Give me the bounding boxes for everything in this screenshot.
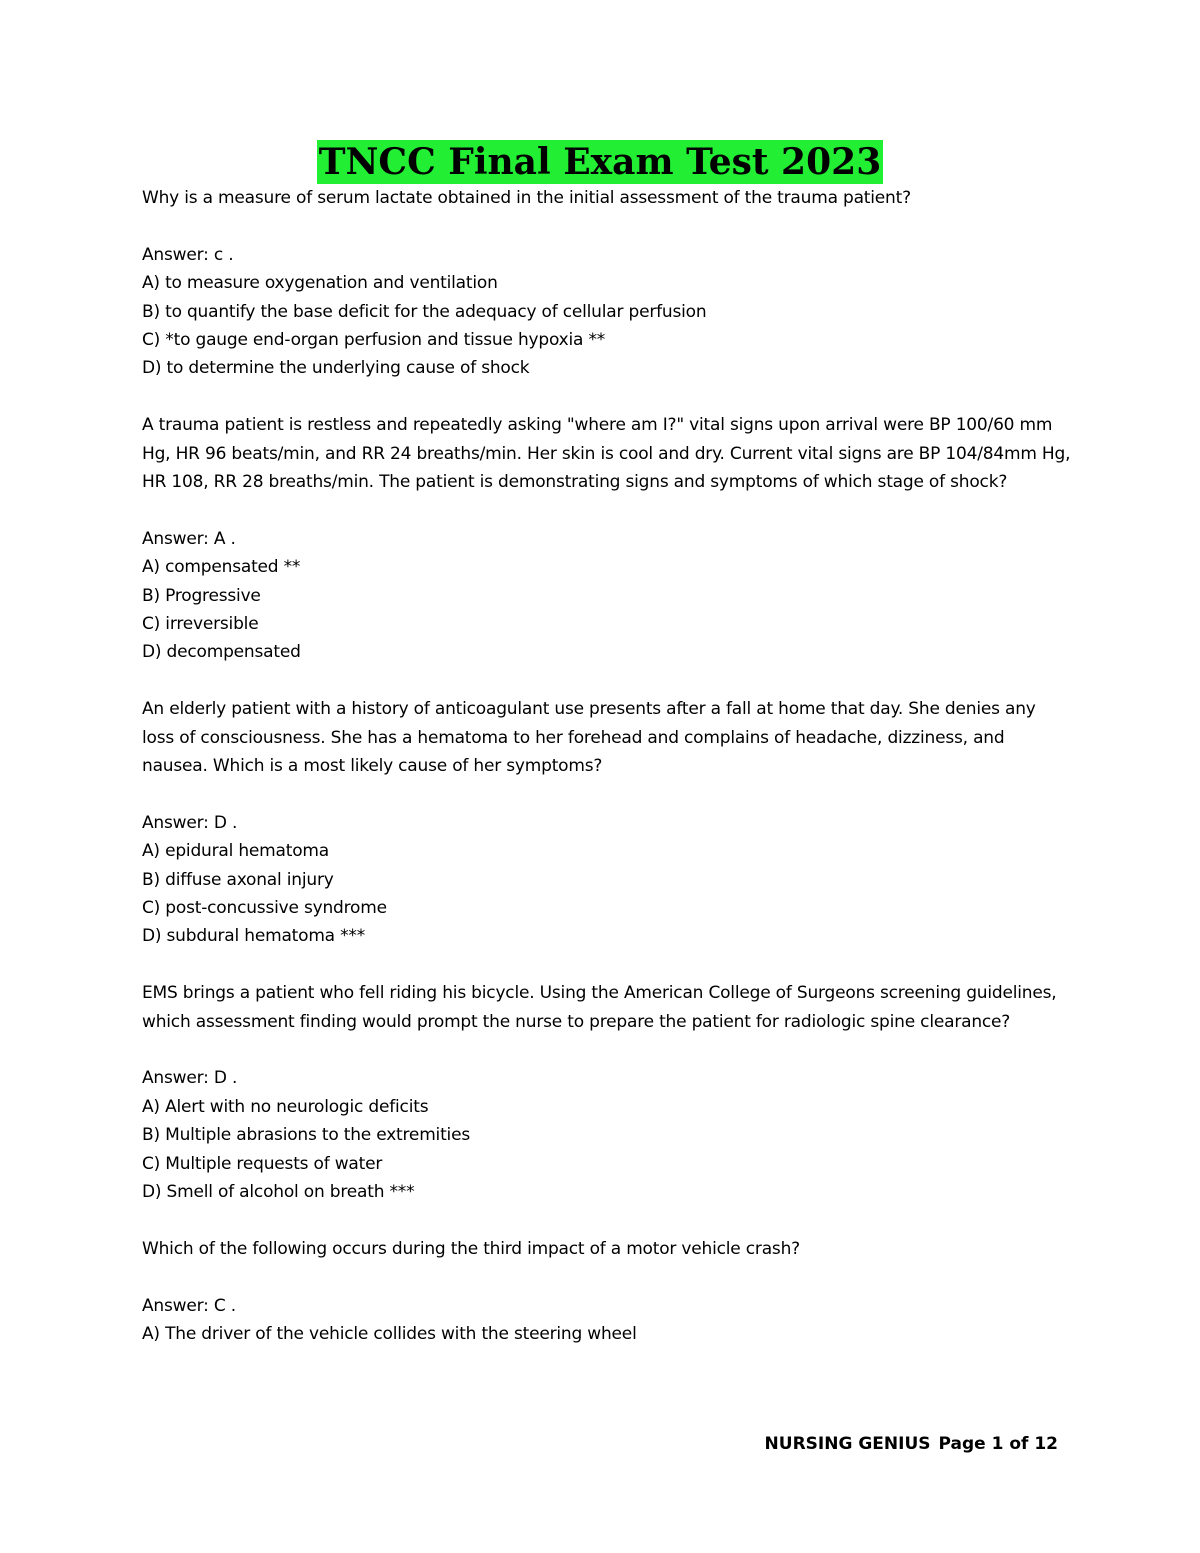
- title-wrap: [0, 140, 1200, 184]
- answer-option: B) diffuse axonal injury: [142, 869, 334, 890]
- question-text: EMS brings a patient who fell riding his bicycle. Using the American College of Surgeons screening guidelines, which assessment finding would prompt the nurse to prepare the patient for radiologic spine clearance?: [142, 983, 1057, 1032]
- page-number: Page 1 of 12: [938, 1434, 1058, 1454]
- spacer: [142, 1263, 1072, 1291]
- answer-option: C) irreversible: [142, 614, 259, 635]
- answer-option: C) Multiple requests of water: [142, 1153, 383, 1174]
- question-block: [142, 1235, 1072, 1349]
- spacer: [142, 951, 1072, 979]
- question-block: [142, 979, 1072, 1235]
- page-footer: [765, 1430, 1058, 1458]
- answer-line: Answer: D .: [142, 1068, 238, 1089]
- answer-option: B) Multiple abrasions to the extremities: [142, 1125, 470, 1146]
- question-text: Why is a measure of serum lactate obtained in the initial assessment of the trauma patient?: [142, 188, 911, 208]
- spacer: [142, 212, 1072, 240]
- question-text: An elderly patient with a history of anticoagulant use presents after a fall at home that day. She denies any loss of consciousness. She has a hematoma to her forehead and complains of headache, dizziness, and nausea. Which is a most likely cause of her symptoms?: [142, 699, 1036, 777]
- answer-line: Answer: c .: [142, 244, 234, 265]
- spacer: [142, 667, 1072, 695]
- spacer: [142, 1207, 1072, 1235]
- answer-option: A) The driver of the vehicle collides with the steering wheel: [142, 1324, 637, 1345]
- spacer: [142, 496, 1072, 524]
- question-list: [142, 184, 1072, 1349]
- question-block: [142, 411, 1072, 695]
- answer-option: C) post-concussive syndrome: [142, 898, 387, 919]
- answer-option: D) to determine the underlying cause of shock: [142, 358, 530, 379]
- answer-option: B) Progressive: [142, 585, 261, 606]
- answer-option: C) *to gauge end-organ perfusion and tissue hypoxia **: [142, 330, 606, 351]
- question-text: Which of the following occurs during the third impact of a motor vehicle crash?: [142, 1238, 800, 1259]
- spacer: [142, 383, 1072, 411]
- answer-line: Answer: D .: [142, 812, 238, 833]
- answer-option: D) Smell of alcohol on breath ***: [142, 1182, 415, 1203]
- question-block: [142, 184, 1072, 411]
- answer-option: A) compensated **: [142, 557, 301, 578]
- answer-option: B) to quantify the base deficit for the adequacy of cellular perfusion: [142, 301, 707, 322]
- spacer: [142, 1036, 1072, 1064]
- spacer: [142, 780, 1072, 808]
- answer-line: Answer: A .: [142, 528, 236, 549]
- answer-option: A) epidural hematoma: [142, 841, 329, 862]
- document-title: TNCC Final Exam Test 2023: [318, 141, 882, 183]
- footer-brand: NURSING GENIUS: [764, 1434, 931, 1454]
- answer-line: Answer: C .: [142, 1295, 236, 1316]
- answer-option: D) decompensated: [142, 642, 301, 663]
- question-block: [142, 695, 1072, 979]
- question-text: A trauma patient is restless and repeatedly asking "where am I?" vital signs upon arrival were BP 100/60 mm Hg, HR 96 beats/min, and RR 24 breaths/min. Her skin is cool and dry. Current vital signs are BP 104/84mm Hg, HR 108, RR 28 breaths/min. The patient is demonstrating signs and symptoms of which stage of shock?: [142, 415, 1071, 493]
- answer-option: D) subdural hematoma ***: [142, 926, 366, 947]
- answer-option: A) Alert with no neurologic deficits: [142, 1096, 429, 1117]
- answer-option: A) to measure oxygenation and ventilation: [142, 273, 498, 294]
